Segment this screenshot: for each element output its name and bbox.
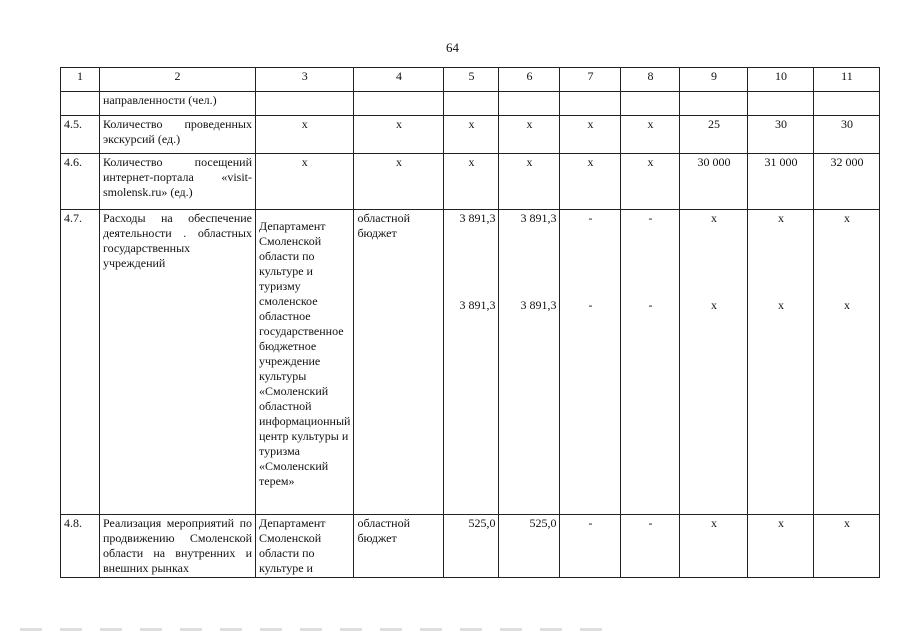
table-cell: 30	[814, 116, 880, 154]
header-cell: 5	[444, 68, 499, 92]
table-row	[61, 515, 880, 578]
table-cell: х	[256, 154, 354, 210]
table-cell: -	[621, 515, 680, 578]
scan-artifact	[20, 628, 620, 631]
table-cell: х	[354, 154, 444, 210]
row-number-cell: 4.6.	[61, 154, 100, 210]
program-table	[60, 67, 880, 578]
value-institution: 3 891,3	[459, 298, 496, 312]
table-cell: х	[499, 116, 560, 154]
table-cell	[560, 92, 621, 116]
table-cell: х	[444, 116, 499, 154]
table-cell: 525,0	[444, 515, 499, 578]
value-total: 3 891,3	[459, 211, 496, 225]
executor-cell: Департамент Смоленской области по культуре и	[256, 515, 354, 578]
table-cell	[560, 210, 621, 515]
executor-institution: смоленское областное государственное бюджетное учреждение культуры «Смоленский областной информационный центр культуры и туризма «Смоленский терем»	[259, 294, 351, 488]
table-cell	[621, 92, 680, 116]
row-name-cell: направленности (чел.)	[100, 92, 256, 116]
header-cell: 6	[499, 68, 560, 92]
table-cell	[444, 210, 499, 515]
table-cell	[499, 92, 560, 116]
row-number-cell: 4.7.	[61, 210, 100, 515]
row-name-cell: Реализация мероприятий по продвижению Смоленской области на внутренних и внешних рынках	[100, 515, 256, 578]
table-cell: х	[354, 116, 444, 154]
executor-department: Департамент Смоленской области по культуре и туризму	[259, 219, 326, 293]
table-row	[61, 92, 880, 116]
table-cell	[680, 92, 748, 116]
table-cell: х	[621, 154, 680, 210]
header-cell: 11	[814, 68, 880, 92]
table-cell	[499, 210, 560, 515]
executor-cell	[256, 210, 354, 515]
row-number-cell: 4.8.	[61, 515, 100, 578]
table-cell	[814, 92, 880, 116]
value-total: х	[777, 211, 784, 225]
funding-source-cell: областной бюджет	[354, 515, 444, 578]
value-institution: 3 891,3	[520, 298, 557, 312]
table-cell	[814, 210, 880, 515]
table-cell	[680, 210, 748, 515]
value-total: 3 891,3	[520, 211, 557, 225]
table-cell	[444, 92, 499, 116]
page-number: 64	[446, 40, 459, 55]
funding-source-cell: областной бюджет	[354, 210, 444, 515]
value-institution: -	[588, 298, 593, 312]
header-cell: 1	[61, 68, 100, 92]
table-cell: х	[814, 515, 880, 578]
table-cell: 25	[680, 116, 748, 154]
table-row	[61, 116, 880, 154]
row-number-cell	[61, 92, 100, 116]
header-cell: 10	[748, 68, 814, 92]
table-cell: х	[444, 154, 499, 210]
table-cell: 525,0	[499, 515, 560, 578]
value-institution: х	[710, 298, 717, 312]
row-name-cell: Количество посещений интернет-портала «visit-smolensk.ru» (ед.)	[100, 154, 256, 210]
table-cell	[256, 92, 354, 116]
header-cell: 3	[256, 68, 354, 92]
table-cell: 30 000	[680, 154, 748, 210]
table-cell: 31 000	[748, 154, 814, 210]
table-cell: х	[621, 116, 680, 154]
table-row	[61, 210, 880, 515]
header-row	[61, 68, 880, 92]
table-cell: х	[560, 116, 621, 154]
table-cell: 30	[748, 116, 814, 154]
header-cell: 7	[560, 68, 621, 92]
value-institution: х	[777, 298, 784, 312]
table-cell: х	[499, 154, 560, 210]
table-cell	[621, 210, 680, 515]
row-name-cell: Расходы на обеспечение деятельности . областных государственных учреждений	[100, 210, 256, 515]
value-total: х	[843, 211, 850, 225]
table-cell: х	[748, 515, 814, 578]
value-institution: -	[648, 298, 653, 312]
header-cell: 4	[354, 68, 444, 92]
header-cell: 9	[680, 68, 748, 92]
value-institution: х	[843, 298, 850, 312]
table-cell: х	[560, 154, 621, 210]
header-cell: 8	[621, 68, 680, 92]
value-total: х	[710, 211, 717, 225]
value-total: -	[648, 211, 653, 225]
table-cell: х	[680, 515, 748, 578]
table-cell	[748, 210, 814, 515]
table-cell: 32 000	[814, 154, 880, 210]
table-cell: х	[256, 116, 354, 154]
table-cell	[354, 92, 444, 116]
row-name-cell: Количество проведенных экскурсий (ед.)	[100, 116, 256, 154]
table-cell	[748, 92, 814, 116]
value-total: -	[588, 211, 593, 225]
table-row	[61, 154, 880, 210]
row-number-cell: 4.5.	[61, 116, 100, 154]
header-cell: 2	[100, 68, 256, 92]
table-cell: -	[560, 515, 621, 578]
